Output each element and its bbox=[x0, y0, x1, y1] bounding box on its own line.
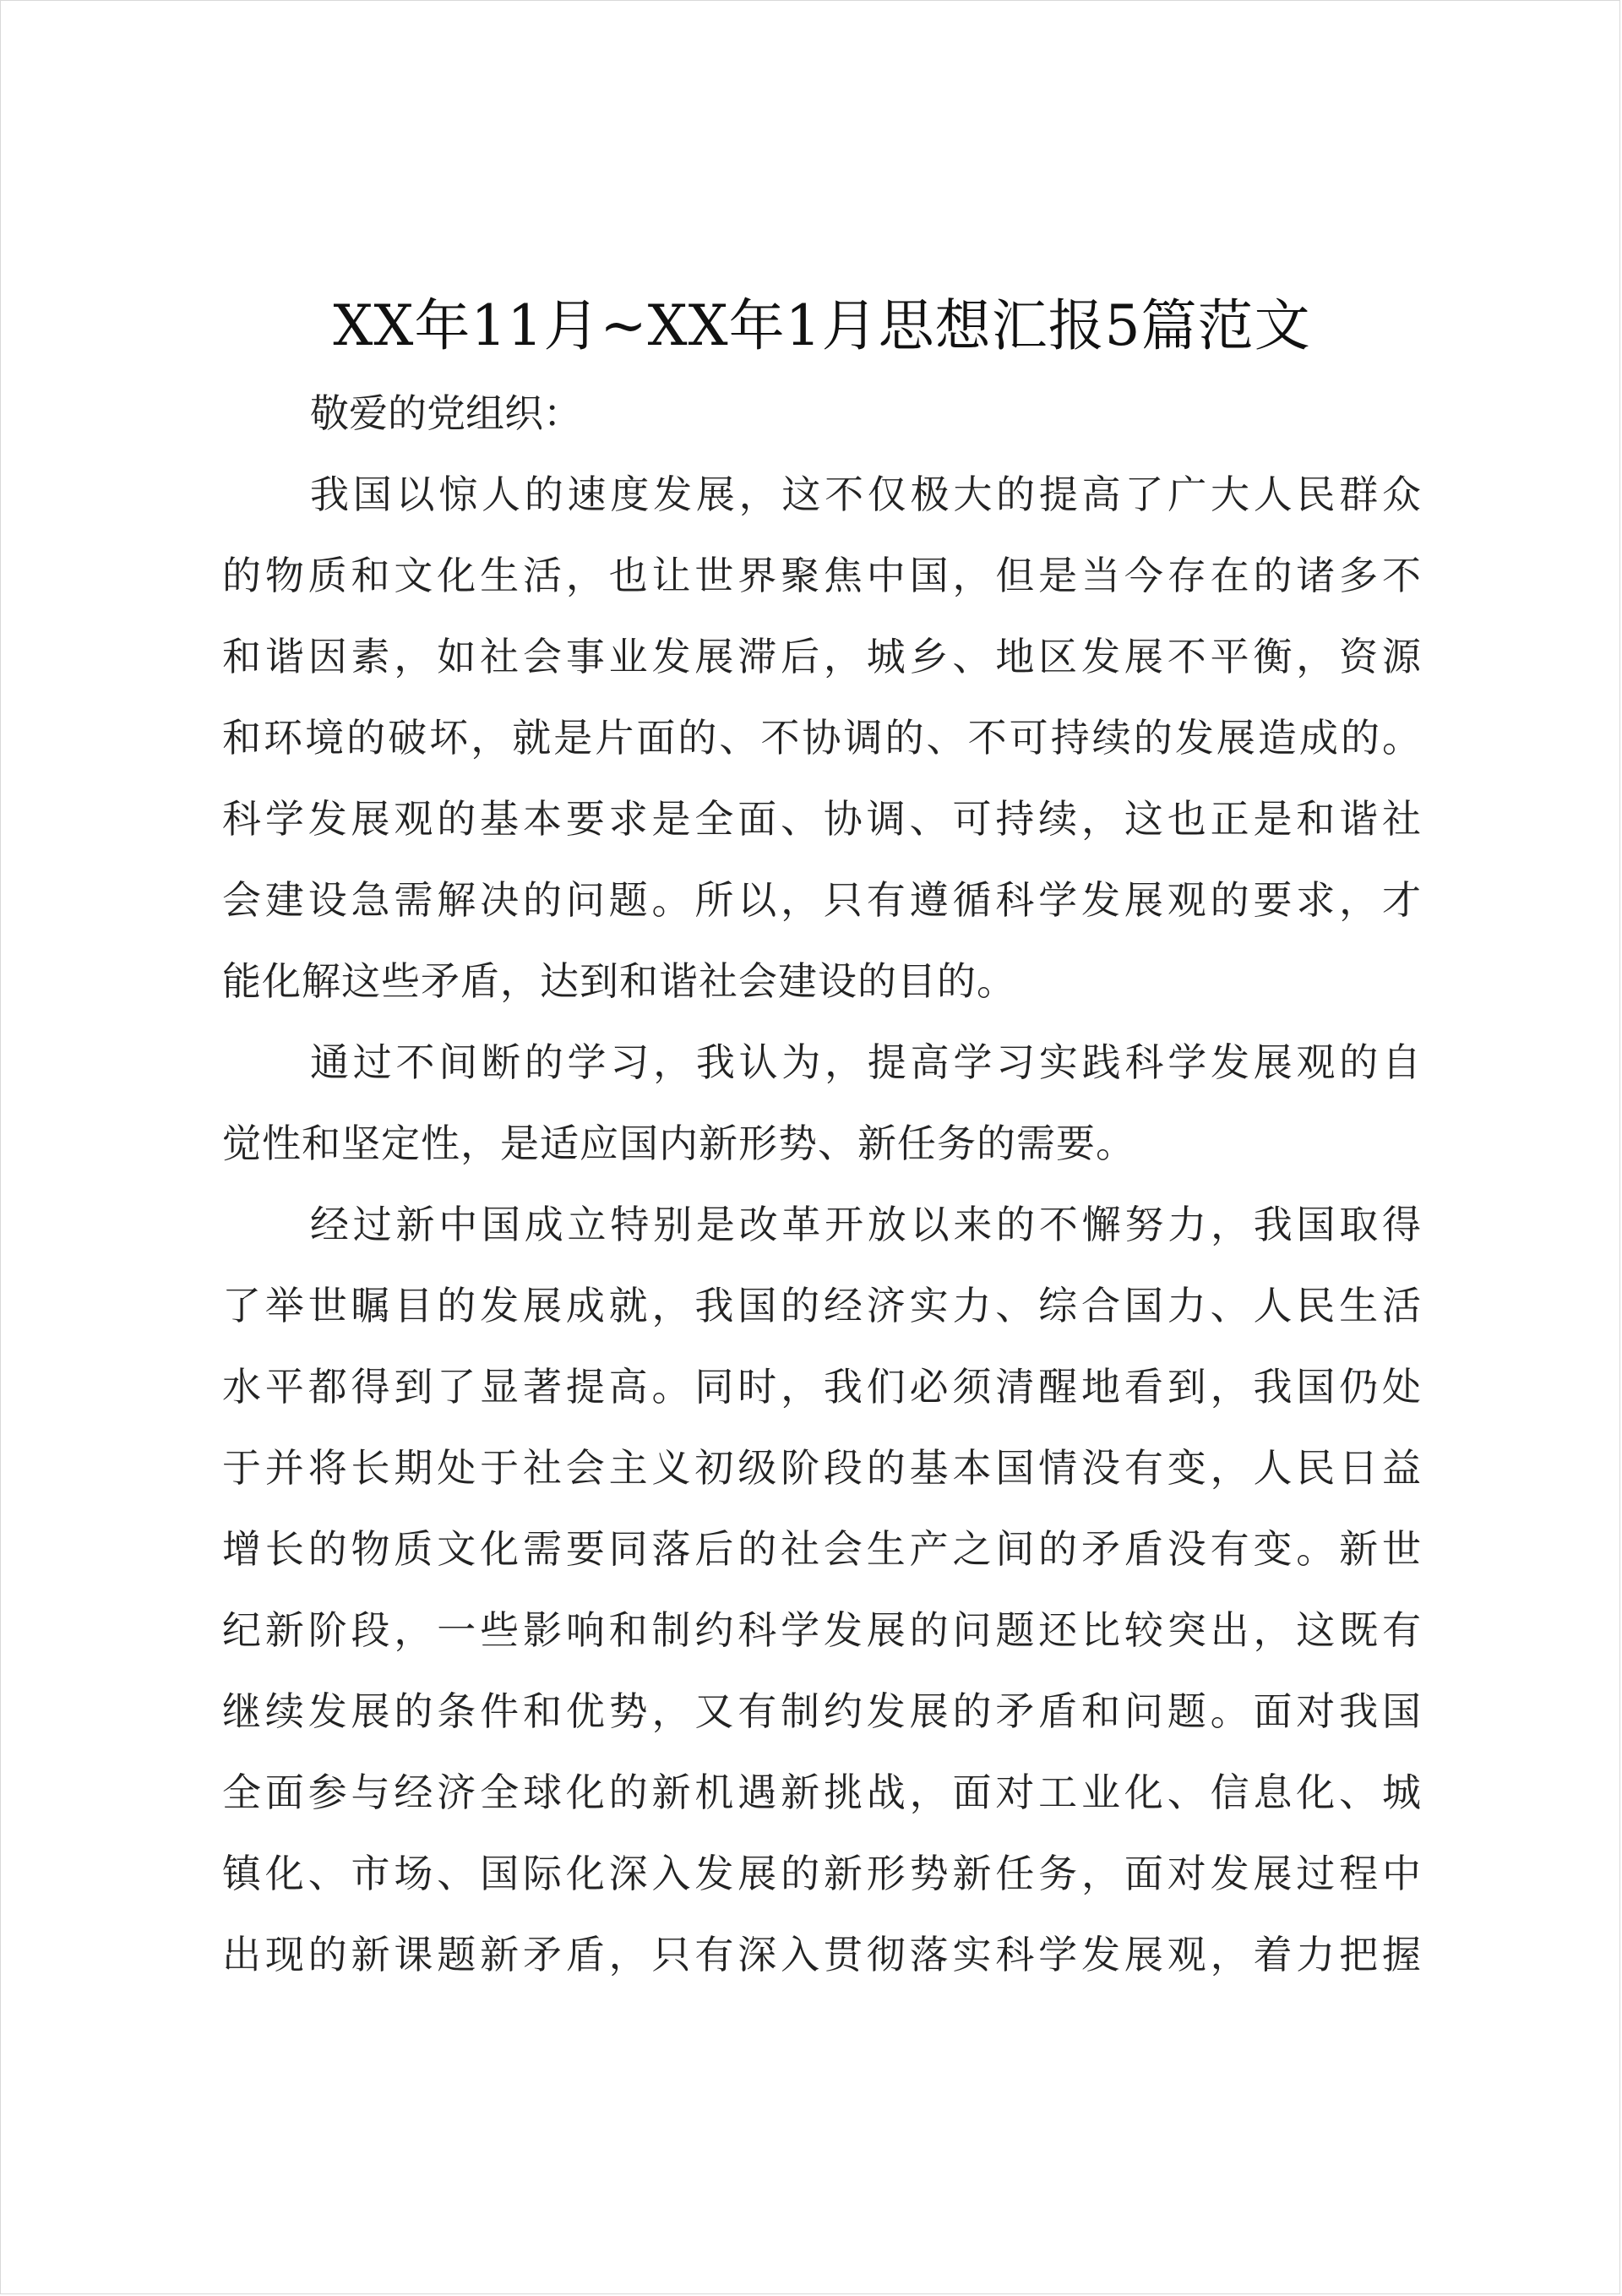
paragraph-line: 能化解这些矛盾，达到和谐社会建设的目的。 bbox=[222, 958, 1016, 1004]
paragraph-line: 纪新阶段，一些影响和制约科学发展的问题还比较突出，这既有 bbox=[222, 1607, 1422, 1653]
paragraph-line: 镇化、市场、国际化深入发展的新形势新任务，面对发展过程中 bbox=[222, 1851, 1422, 1896]
paragraph-line: 继续发展的条件和优势，又有制约发展的矛盾和问题。面对我国 bbox=[222, 1688, 1422, 1734]
paragraph-line: 会建设急需解决的问题。所以，只有遵循科学发展观的要求，才 bbox=[222, 877, 1422, 923]
paragraph-line: 我国以惊人的速度发展，这不仅极大的提高了广大人民群众 bbox=[310, 472, 1422, 517]
paragraph-line: 觉性和坚定性，是适应国内新形势、新任务的需要。 bbox=[222, 1121, 1135, 1166]
paragraph-line: 水平都得到了显著提高。同时，我们必须清醒地看到，我国仍处 bbox=[222, 1364, 1422, 1410]
paragraph-line: 出现的新课题新矛盾，只有深入贯彻落实科学发展观，着力把握 bbox=[222, 1932, 1422, 1977]
paragraph-line: 于并将长期处于社会主义初级阶段的基本国情没有变，人民日益 bbox=[222, 1445, 1422, 1491]
paragraph-line: 和环境的破坏，就是片面的、不协调的、不可持续的发展造成的。 bbox=[222, 715, 1422, 761]
paragraph-line: 科学发展观的基本要求是全面、协调、可持续，这也正是和谐社 bbox=[222, 796, 1422, 842]
paragraph-2 bbox=[222, 1022, 1422, 1184]
paragraph-1 bbox=[222, 454, 1422, 1022]
document-title: XX年11月~XX年1月思想汇报5篇范文 bbox=[333, 293, 1311, 358]
paragraph-line: 了举世瞩目的发展成就，我国的经济实力、综合国力、人民生活 bbox=[222, 1283, 1422, 1328]
paragraph-3 bbox=[222, 1184, 1422, 1995]
paragraph-line: 经过新中国成立特别是改革开放以来的不懈努力，我国取得 bbox=[310, 1202, 1422, 1247]
paragraph-line: 通过不间断的学习，我认为，提高学习实践科学发展观的自 bbox=[310, 1039, 1422, 1085]
paragraph-line: 增长的物质文化需要同落后的社会生产之间的矛盾没有变。新世 bbox=[222, 1526, 1422, 1572]
paragraph-line: 的物质和文化生活，也让世界聚焦中国，但是当今存在的诸多不 bbox=[222, 553, 1422, 598]
document-body bbox=[222, 280, 1422, 1995]
salutation: 敬爱的党组织： bbox=[310, 390, 582, 436]
paragraph-line: 全面参与经济全球化的新机遇新挑战，面对工业化、信息化、城 bbox=[222, 1770, 1422, 1815]
paragraph-line: 和谐因素，如社会事业发展滞后，城乡、地区发展不平衡，资源 bbox=[222, 634, 1422, 679]
